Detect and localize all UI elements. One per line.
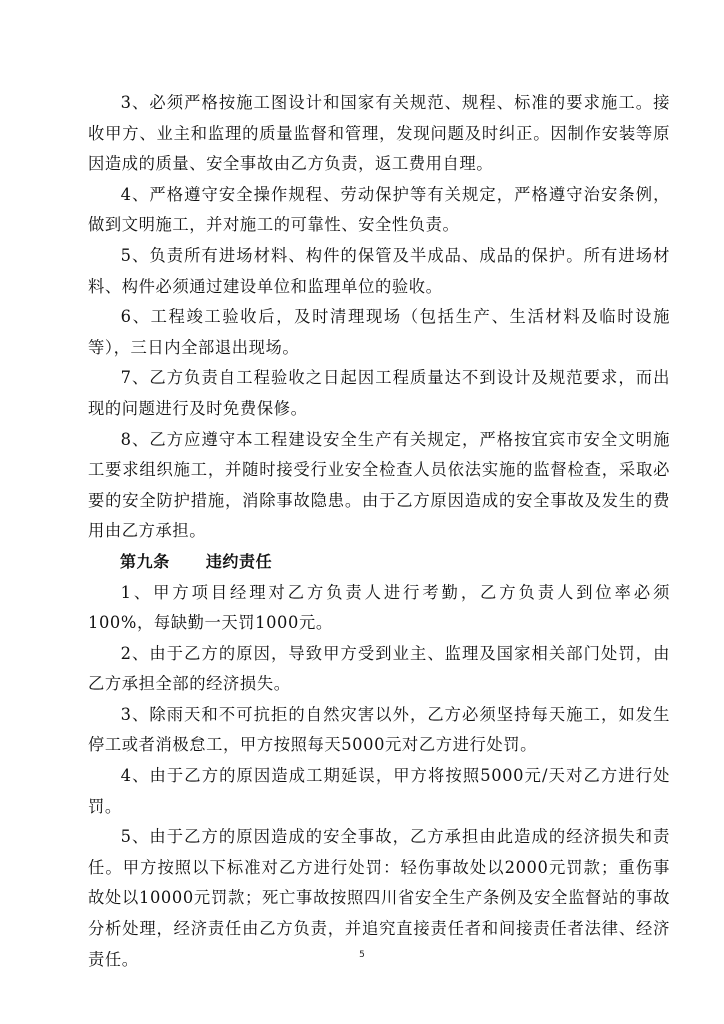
penalty-item-5: 5、由于乙方的原因造成的安全事故，乙方承担由此造成的经济损失和责任。甲方按照以下标准对乙方进行处罚：轻伤事故处以2000元罚款；重伤事故处以10000元罚款；死亡事故按照四川省安全生产条例及安全监督站的事故分析处理，经济责任由乙方负责，并追究直接责任者和间接责任者法律、经济责任。 <box>88 827 670 969</box>
article-number: 第九条 <box>120 551 170 571</box>
penalty-item-2: 2、由于乙方的原因，导致甲方受到业主、监理及国家相关部门处罚，由乙方承担全部的经济损失。 <box>88 643 670 694</box>
clause-item-3: 3、必须严格按施工图设计和国家有关规范、规程、标准的要求施工。接收甲方、业主和监理的质量监督和管理，发现问题及时纠正。因制作安装等原因造成的质量、安全事故由乙方负责，返工费用自理。 <box>88 93 670 174</box>
clause-item-6: 6、工程竣工验收后，及时清理现场（包括生产、生活材料及临时设施等），三日内全部退出现场。 <box>88 307 670 357</box>
page-number: 5 <box>359 950 365 960</box>
clause-item-7: 7、乙方负责自工程验收之日起因工程质量达不到设计及规范要求，而出现的问题进行及时免费保修。 <box>88 368 670 418</box>
penalty-item-1: 1、甲方项目经理对乙方负责人进行考勤，乙方负责人到位率必须100%，每缺勤一天罚1000元。 <box>88 582 670 633</box>
clause-item-8: 8、乙方应遵守本工程建设安全生产有关规定，严格按宜宾市安全文明施工要求组织施工，并随时接受行业安全检查人员依法实施的监督检查，采取必要的安全防护措施，消除事故隐患。由于乙方原因造成的安全事故及发生的费用由乙方承担。 <box>88 429 670 541</box>
clause-item-5: 5、负责所有进场材料、构件的保管及半成品、成品的保护。所有进场材料、构件必须通过建设单位和监理单位的验收。 <box>88 245 670 296</box>
article-title: 违约责任 <box>205 551 273 571</box>
page-body <box>88 88 670 975</box>
penalty-item-3: 3、除雨天和不可抗拒的自然灾害以外，乙方必须坚持每天施工，如发生停工或者消极怠工，甲方按照每天5000元对乙方进行处罚。 <box>88 704 670 755</box>
article-9-heading <box>88 547 670 578</box>
penalty-item-4: 4、由于乙方的原因造成工期延误，甲方将按照5000元/天对乙方进行处罚。 <box>88 766 670 816</box>
clause-item-4: 4、严格遵守安全操作规程、劳动保护等有关规定，严格遵守治安条例，做到文明施工，并对施工的可靠性、安全性负责。 <box>88 184 670 235</box>
